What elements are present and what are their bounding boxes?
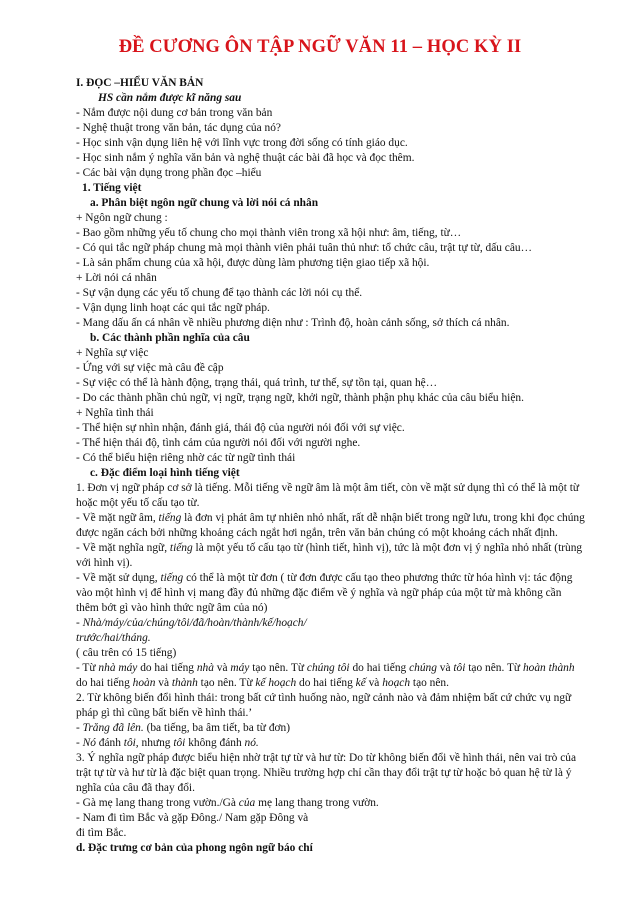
- subheading: HS cần nắm được kĩ năng sau: [98, 92, 242, 104]
- document-title: ĐỀ CƯƠNG ÔN TẬP NGỮ VĂN 11 – HỌC KỲ II: [118, 37, 522, 57]
- text-line: - Học sinh vận dụng liên hệ với lĩnh vực trong đời sống có tính giáo dục.: [76, 137, 408, 149]
- text-line: + Ngôn ngữ chung :: [76, 212, 168, 224]
- text-line: - Ứng với sự việc mà câu đề cập: [76, 362, 224, 374]
- heading-d: d. Đặc trưng cơ bản của phong ngôn ngữ báo chí: [76, 842, 313, 854]
- text-line: - Nắm được nội dung cơ bản trong văn bản: [76, 107, 273, 119]
- paragraph: - Từ nhà máy do hai tiếng nhà và máy tạo nên. Từ chúng tôi do hai tiếng chúng và tôi tạo nên. Từ hoàn thành do hai tiếng hoàn và thành tạo nên. Từ kế hoạch do hai tiếng kế và hoạch tạo nên.: [76, 662, 575, 689]
- text-line: ( câu trên có 15 tiếng): [76, 647, 177, 659]
- section-heading-1: I. ĐỌC –HIỂU VĂN BẢN: [76, 77, 204, 89]
- text-line: + Nghĩa sự việc: [76, 347, 149, 359]
- text-line: - Là sản phẩm chung của xã hội, được dùng làm phương tiện giao tiếp xã hội.: [76, 257, 430, 269]
- example-line: - Trăng đã lên. (ba tiếng, ba âm tiết, ba từ đơn): [76, 722, 291, 734]
- text-line: - Do các thành phần chủ ngữ, vị ngữ, trạng ngữ, khởi ngữ, thành phận phụ khác của câu biểu hiện.: [76, 392, 524, 404]
- heading-b: b. Các thành phần nghĩa của câu: [90, 332, 250, 344]
- text-line: - Sự việc có thể là hành động, trạng thái, quá trình, tư thế, sự tồn tại, quan hệ…: [76, 377, 438, 389]
- text-line: - Thể hiện sự nhìn nhận, đánh giá, thái độ của người nói đối với sự việc.: [76, 422, 405, 434]
- paragraph: 3. Ý nghĩa ngữ pháp được biểu hiện nhờ trật tự từ và hư từ: Do từ không biến đổi về hình thái, nên vai trò của trật tự từ và hư từ là đặc biệt quan trọng. Nhiều trường hợp chỉ cần thay đổi trật tự từ hoặc bỏ quan hệ từ là ý nghĩa của câu đã thay đổi.: [76, 752, 577, 794]
- example-line: - Nó đánh tôi, nhưng tôi không đánh nó.: [76, 737, 259, 749]
- document-body: [76, 76, 586, 856]
- text-line: - Có qui tắc ngữ pháp chung mà mọi thành viên phải tuân thủ như: tổ chức câu, trật tự từ, dấu câu…: [76, 242, 533, 254]
- text-line: - Mang dấu ấn cá nhân về nhiều phương diện như : Trình độ, hoàn cảnh sống, sở thích cá nhân.: [76, 317, 510, 329]
- text-line: - Các bài vận dụng trong phần đọc –hiểu: [76, 167, 262, 179]
- example-line: đi tìm Bắc.: [76, 827, 127, 839]
- paragraph: 2. Từ không biến đổi hình thái: trong bất cứ tình huống nào, ngữ cảnh nào và đảm nhiệm bất cứ chức vụ ngữ pháp gì thì cũng bất biến về hình thái.’: [76, 692, 572, 719]
- text-line: - Bao gồm những yếu tố chung cho mọi thành viên trong xã hội như: âm, tiếng, từ…: [76, 227, 462, 239]
- paragraph: - Về mặt ngữ âm, tiếng là đơn vị phát âm tự nhiên nhỏ nhất, rất dễ nhận biết trong ngữ lưu, trong khi đọc chúng được ngăn cách bởi những khoảng cách ngắt hơi ngắn, trên văn bản chúng có một khoảng cách nhất định.: [76, 512, 585, 539]
- text-line: - Có thể biểu hiện riêng nhờ các từ ngữ tình thái: [76, 452, 296, 464]
- example-line: - Gà mẹ lang thang trong vườn./Gà của mẹ lang thang trong vườn.: [76, 797, 379, 809]
- example-line: trước/hai/tháng.: [76, 632, 151, 644]
- heading-a: a. Phân biệt ngôn ngữ chung và lời nói cá nhân: [90, 197, 319, 209]
- section-heading-tieng-viet: 1. Tiếng việt: [82, 182, 142, 194]
- paragraph: - Về mặt nghĩa ngữ, tiếng là một yếu tố cấu tạo từ (hình tiết, hình vị), tức là một đơn vị ý nghĩa nhỏ nhất (trùng với hình vị).: [76, 542, 583, 569]
- paragraph: 1. Đơn vị ngữ pháp cơ sở là tiếng. Mỗi tiếng về ngữ âm là một âm tiết, còn về mặt sử dụng thì có thể là một từ hoặc một yếu tố cấu tạo từ.: [76, 482, 580, 509]
- heading-c: c. Đặc điểm loại hình tiếng việt: [90, 467, 240, 479]
- text-line: - Nghệ thuật trong văn bản, tác dụng của nó?: [76, 122, 281, 134]
- paragraph: - Về mặt sử dụng, tiếng có thể là một từ đơn ( từ đơn được cấu tạo theo phương thức từ hóa hình vị: tác động vào một hình vị để hình vị mang đầy đủ những đặc điểm về ý nghĩa và ngữ pháp của một từ mà không cần thêm bớt gì vào hình thức ngữ âm của nó): [76, 572, 573, 614]
- example-line: - Nam đi tìm Bắc và gặp Đông./ Nam gặp Đông và: [76, 812, 309, 824]
- example-line: - Nhà/máy/của/chúng/tôi/đã/hoàn/thành/kế/hoạch/: [76, 617, 307, 629]
- text-line: - Vận dụng linh hoạt các qui tắc ngữ pháp.: [76, 302, 270, 314]
- text-line: - Sự vận dụng các yếu tố chung để tạo thành các lời nói cụ thể.: [76, 287, 363, 299]
- text-line: - Thể hiện thái độ, tình cảm của người nói đối với người nghe.: [76, 437, 361, 449]
- text-line: - Học sinh nắm ý nghĩa văn bản và nghệ thuật các bài đã học và đọc thêm.: [76, 152, 415, 164]
- text-line: + Nghĩa tình thái: [76, 407, 154, 419]
- text-line: + Lời nói cá nhân: [76, 272, 157, 284]
